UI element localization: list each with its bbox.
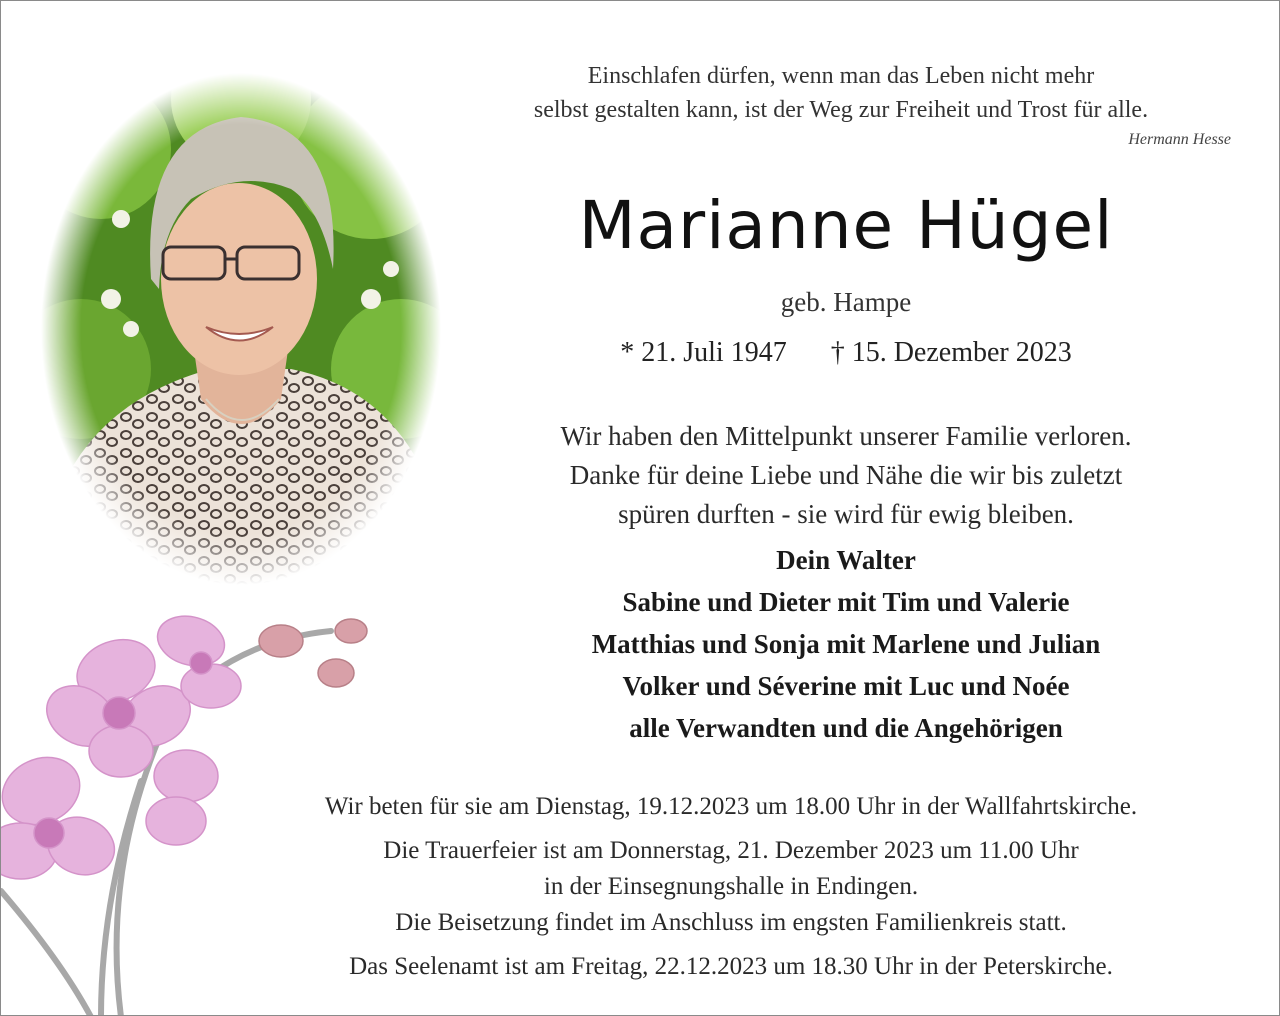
birth-date: * 21. Juli 1947 <box>620 337 787 368</box>
mourner-line: Dein Walter <box>776 545 916 575</box>
prayer-service: Wir beten für sie am Dienstag, 19.12.2023 um 18.00 Uhr in der Wallfahrtskirche. <box>324 793 1138 820</box>
portrait-photo <box>41 69 441 589</box>
requiem-mass: Das Seelenamt ist am Freitag, 22.12.2023 um 18.30 Uhr in der Peterskirche. <box>349 953 1113 980</box>
quote-line: selbst gestalten kann, ist der Weg zur Freiheit und Trost für alle. <box>533 97 1149 123</box>
quote-author: Hermann Hesse <box>1128 131 1231 148</box>
message-line: Danke für deine Liebe und Nähe die wir bis zuletzt <box>569 460 1123 490</box>
deceased-name: Marianne Hügel <box>578 187 1114 264</box>
death-date: † 15. Dezember 2023 <box>830 337 1072 368</box>
mourner-line: Sabine und Dieter mit Tim und Valerie <box>622 587 1070 617</box>
quote <box>431 59 1251 127</box>
mourner-line: Volker und Séverine mit Luc und Noée <box>622 671 1070 701</box>
life-dates <box>441 337 1251 369</box>
funeral-service-line: Die Trauerfeier ist am Donnerstag, 21. Dezember 2023 um 11.00 Uhr <box>383 837 1079 864</box>
service-details <box>191 789 1271 985</box>
birth-name: geb. Hampe <box>780 287 912 317</box>
mourner-line: alle Verwandten und die Angehörigen <box>629 713 1063 743</box>
message-line: Wir haben den Mittelpunkt unserer Familie verloren. <box>560 421 1132 451</box>
mourner-line: Matthias und Sonja mit Marlene und Julian <box>591 629 1101 659</box>
farewell-message <box>441 417 1251 534</box>
message-line: spüren durften - sie wird für ewig bleiben. <box>618 499 1074 529</box>
quote-line: Einschlafen dürfen, wenn man das Leben nicht mehr <box>587 63 1095 89</box>
mourners-list <box>441 539 1251 749</box>
funeral-service-line: in der Einsegnungshalle in Endingen. <box>543 873 919 900</box>
burial-note: Die Beisetzung findet im Anschluss im engsten Familienkreis statt. <box>395 909 1067 936</box>
